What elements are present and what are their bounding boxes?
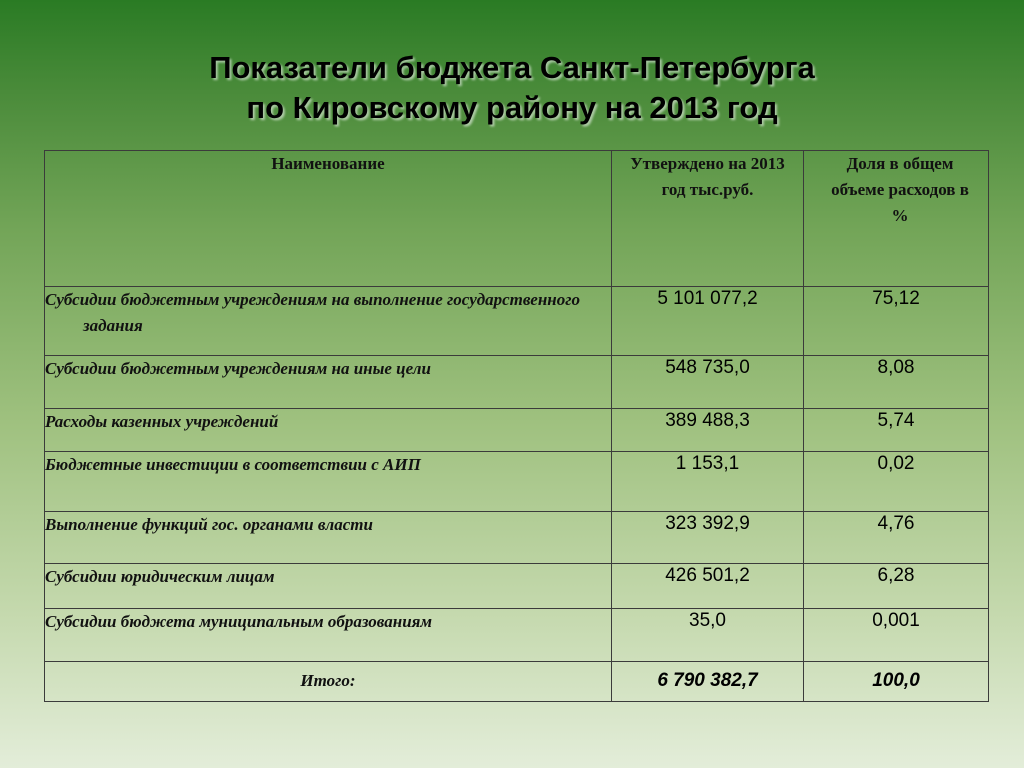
row-approved: 426 501,2 xyxy=(612,564,804,609)
slide-title-line-2: по Кировскому району на 2013 год xyxy=(246,90,778,125)
row-name: Выполнение функций гос. органами власти xyxy=(45,512,612,564)
row-share: 4,76 xyxy=(804,512,989,564)
table-row xyxy=(45,452,989,512)
row-approved: 548 735,0 xyxy=(612,356,804,409)
total-approved: 6 790 382,7 xyxy=(612,662,804,702)
table-row xyxy=(45,287,989,356)
table-row xyxy=(45,356,989,409)
row-share: 6,28 xyxy=(804,564,989,609)
row-name: Расходы казенных учреждений xyxy=(45,409,612,452)
row-approved: 35,0 xyxy=(612,609,804,662)
header-name: Наименование xyxy=(45,151,612,287)
row-share: 5,74 xyxy=(804,409,989,452)
row-share: 75,12 xyxy=(804,287,989,356)
row-name: Субсидии бюджетным учреждениям на иные цели xyxy=(45,356,612,409)
row-approved: 323 392,9 xyxy=(612,512,804,564)
row-approved: 1 153,1 xyxy=(612,452,804,512)
header-share: Доля в общем объеме расходов в % xyxy=(804,151,989,287)
budget-table xyxy=(44,150,989,702)
row-share: 8,08 xyxy=(804,356,989,409)
row-name: Бюджетные инвестиции в соответствии с АИП xyxy=(45,452,612,512)
total-share: 100,0 xyxy=(804,662,989,702)
table-row xyxy=(45,512,989,564)
table-row xyxy=(45,564,989,609)
row-share: 0,02 xyxy=(804,452,989,512)
row-share: 0,001 xyxy=(804,609,989,662)
table-row xyxy=(45,409,989,452)
total-row xyxy=(45,662,989,702)
slide-title xyxy=(0,48,1024,128)
total-label: Итого: xyxy=(45,662,612,702)
row-approved: 5 101 077,2 xyxy=(612,287,804,356)
table-row xyxy=(45,609,989,662)
slide-title-line-1: Показатели бюджета Санкт-Петербурга xyxy=(209,50,815,85)
table-header-row xyxy=(45,151,989,287)
row-name: Субсидии юридическим лицам xyxy=(45,564,612,609)
header-approved: Утверждено на 2013 год тыс.руб. xyxy=(612,151,804,287)
row-name: Субсидии бюджета муниципальным образованиям xyxy=(45,609,612,662)
row-name: Субсидии бюджетным учреждениям на выполнение государственного задания xyxy=(45,287,612,356)
row-approved: 389 488,3 xyxy=(612,409,804,452)
